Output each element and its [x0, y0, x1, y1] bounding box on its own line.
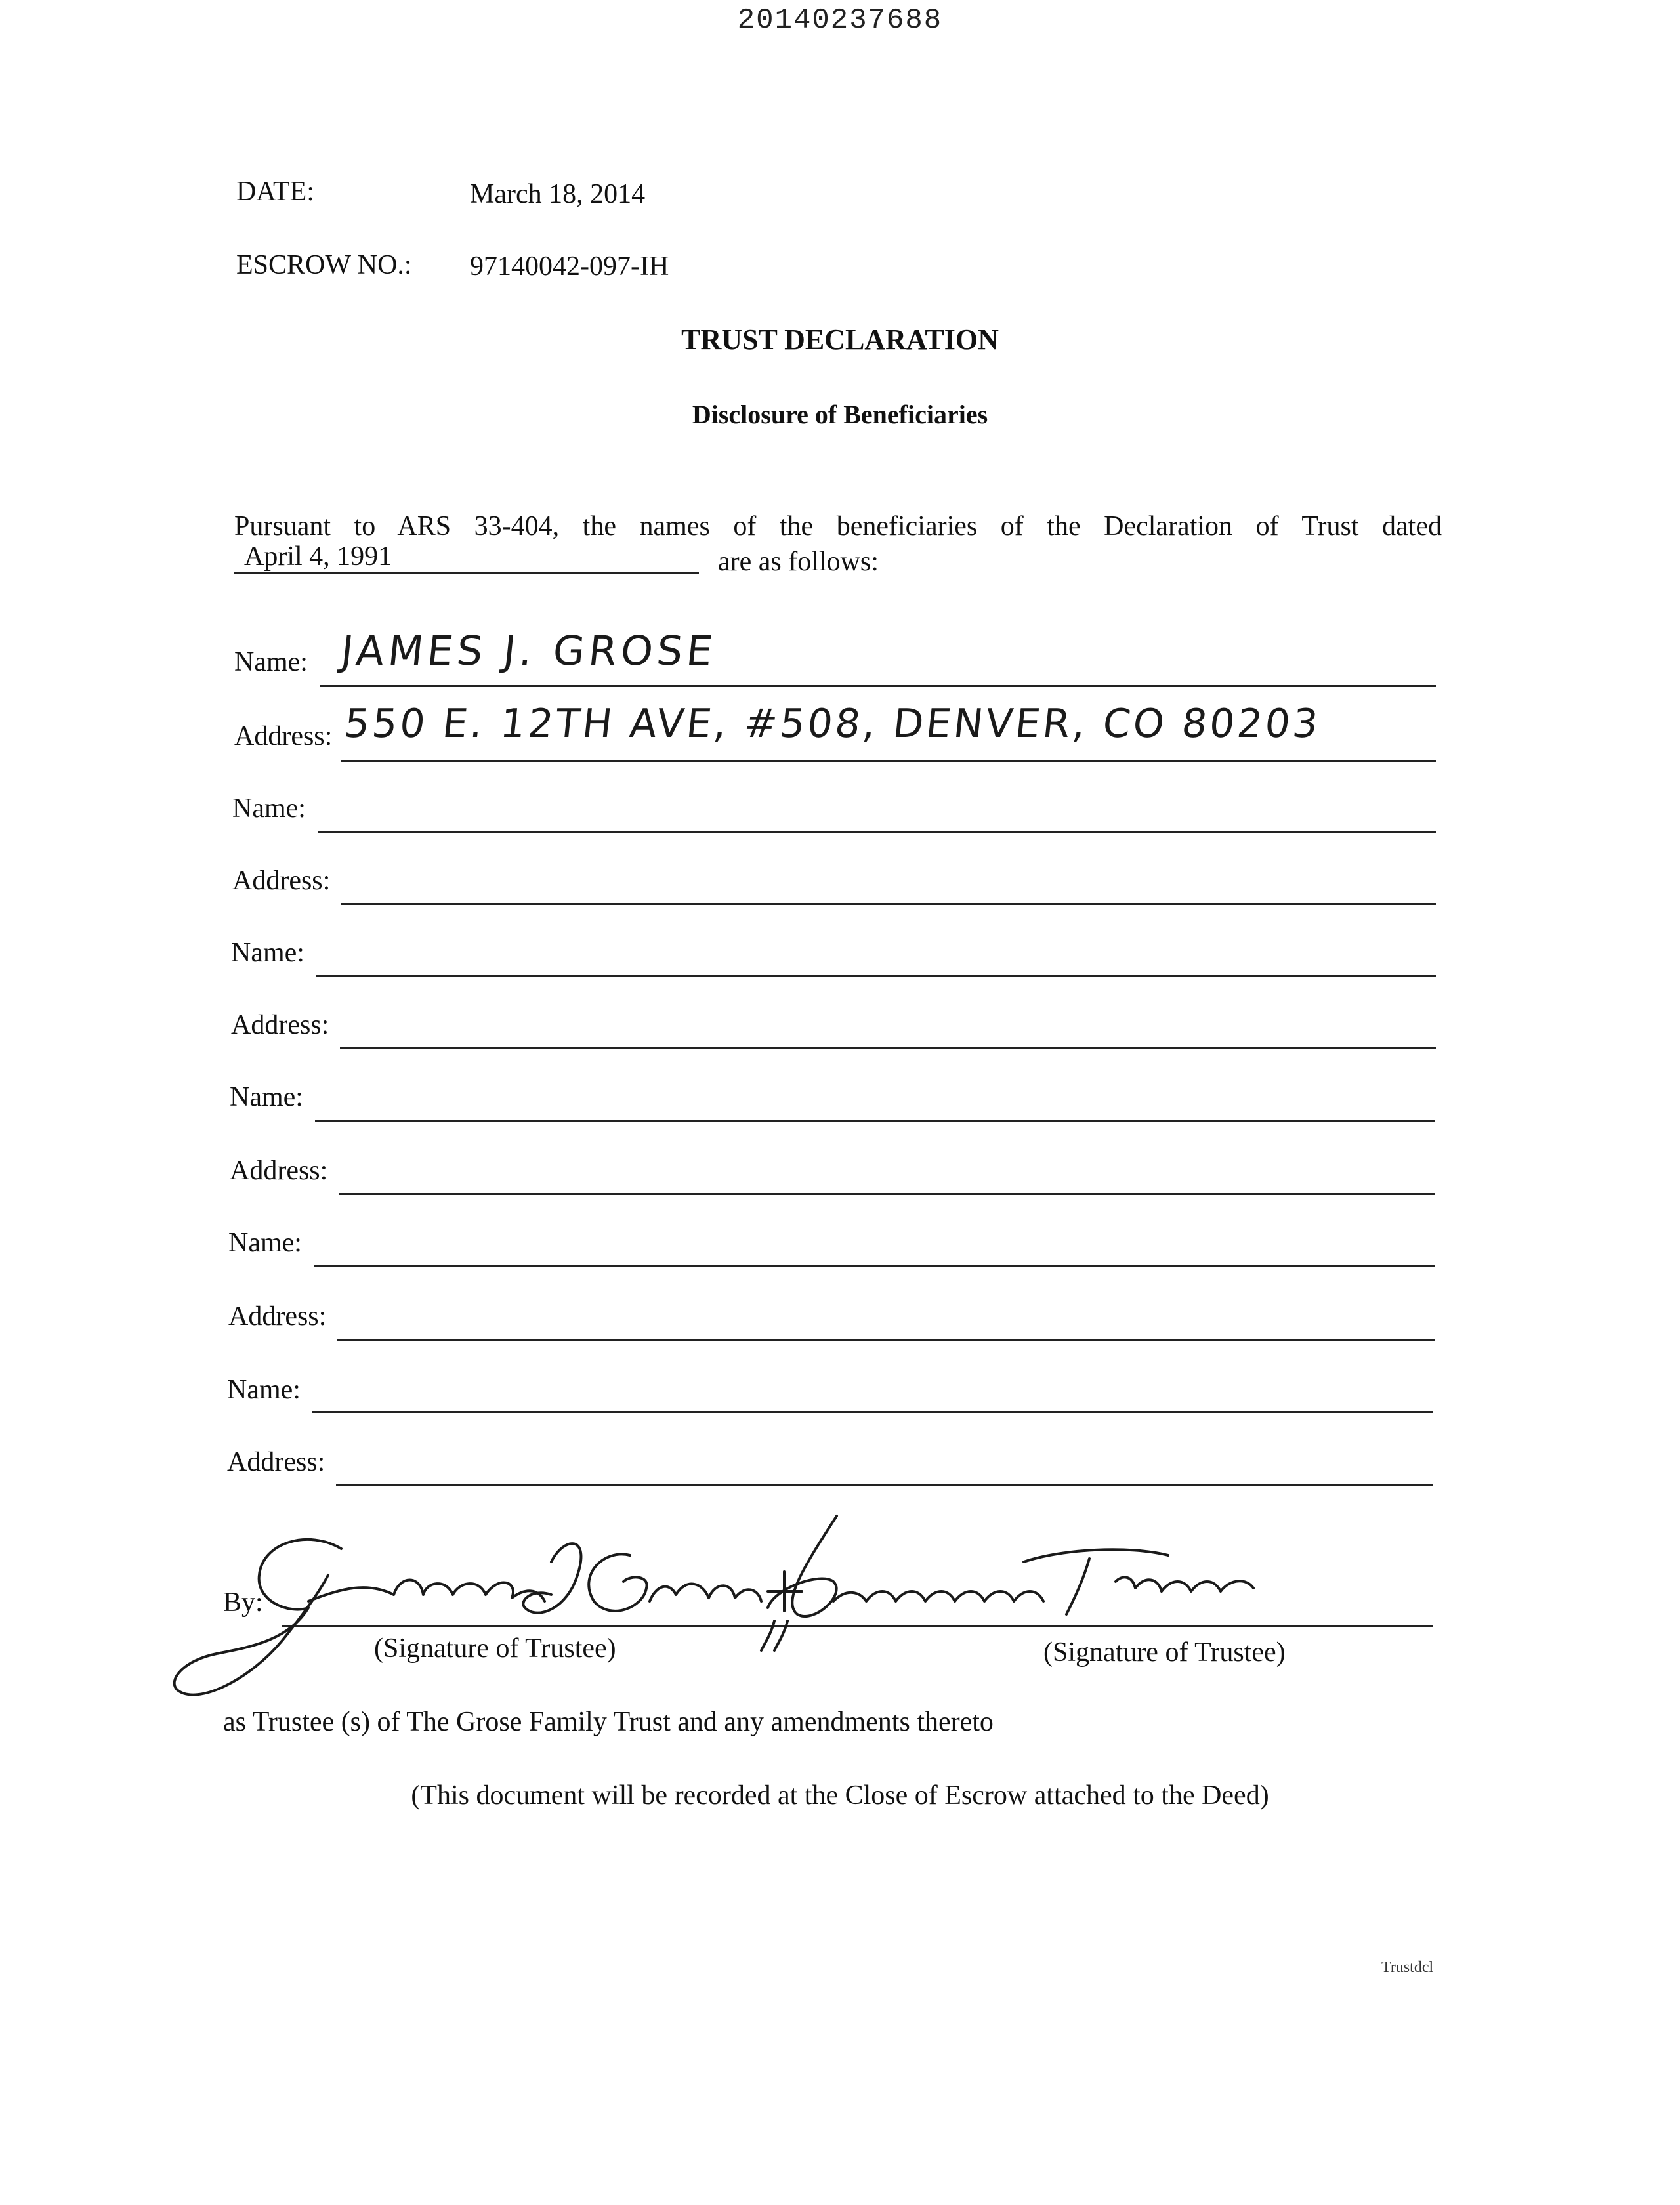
- recording-number: 20140237688: [737, 4, 943, 37]
- address-label-2: Address:: [232, 866, 331, 896]
- escrow-value: 97140042-097-IH: [470, 251, 669, 282]
- document-subtitle: Disclosure of Beneficiaries: [692, 400, 988, 429]
- address-label-3: Address:: [231, 1010, 329, 1040]
- name-label-5: Name:: [228, 1228, 302, 1258]
- name-label-3: Name:: [231, 938, 304, 968]
- date-label: DATE:: [236, 177, 314, 207]
- address-label-1: Address:: [234, 721, 333, 751]
- form-code: Trustdcl: [1381, 1959, 1434, 1976]
- date-value: March 18, 2014: [470, 179, 646, 209]
- trust-date: April 4, 1991: [244, 541, 392, 572]
- escrow-label: ESCROW NO.:: [236, 250, 412, 280]
- name-label-6: Name:: [227, 1375, 301, 1405]
- trust-statement: as Trustee (s) of The Grose Family Trust and any amendments thereto: [223, 1707, 994, 1737]
- signature-caption-right: (Signature of Trustee): [1043, 1637, 1286, 1668]
- name-label-1: Name:: [234, 647, 308, 677]
- address-label-5: Address:: [228, 1301, 327, 1332]
- recording-note: (This document will be recorded at the Close of Escrow attached to the Deed): [411, 1780, 1269, 1811]
- intro-line-1: Pursuant to ARS 33-404, the names of the beneficiaries of the Declaration of Trust dated: [234, 511, 1442, 541]
- name-value-1: JAMES J. GROSE: [339, 627, 719, 675]
- address-label-6: Address:: [227, 1447, 326, 1477]
- address-value-1: 550 E. 12TH AVE, #508, DENVER, CO 80203: [342, 701, 1323, 747]
- name-label-4: Name:: [230, 1082, 303, 1112]
- intro-line-2: are as follows:: [718, 547, 879, 577]
- by-label: By:: [223, 1587, 263, 1618]
- address-label-4: Address:: [230, 1156, 328, 1186]
- name-label-2: Name:: [232, 793, 306, 824]
- document-title: TRUST DECLARATION: [681, 324, 999, 356]
- signature-caption-left: (Signature of Trustee): [374, 1633, 616, 1664]
